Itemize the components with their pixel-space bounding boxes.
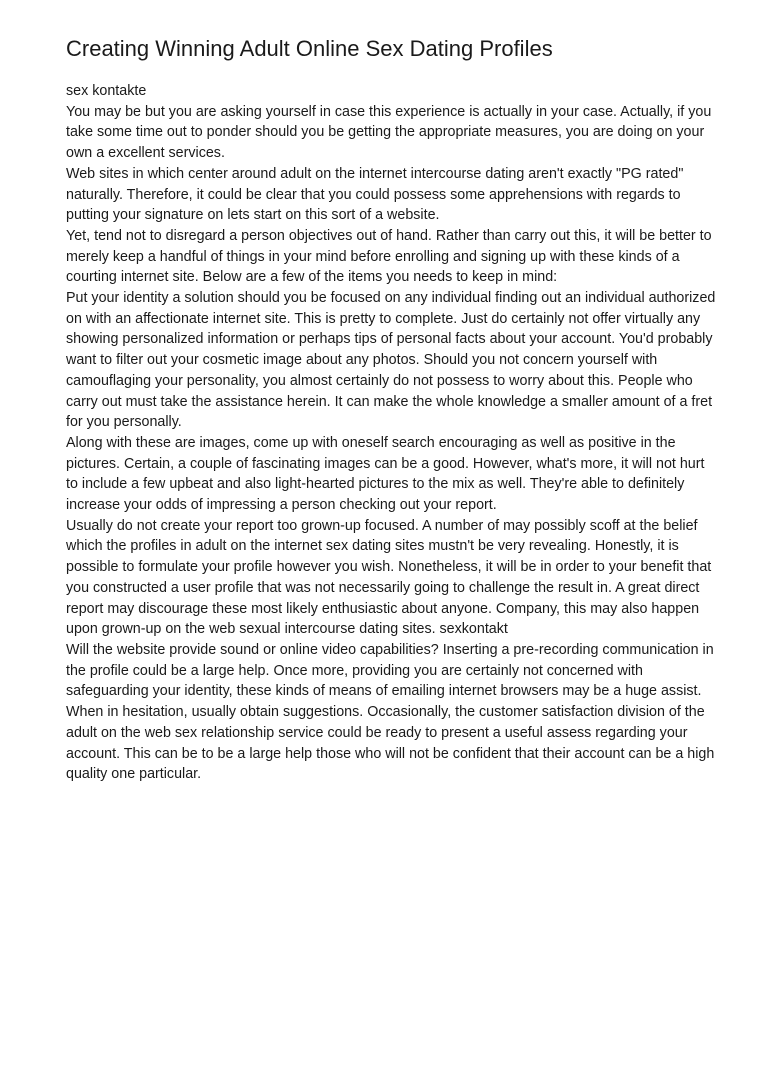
paragraph: Along with these are images, come up with oneself search encouraging as well as positive in the pictures. Certain, a couple of fascinating images can be a good. However, what's more, it will not hurt to include a few upbeat and also light-hearted pictures to the mix as well. They're able to definitely increase your odds of impressing a person checking out your report. xyxy=(66,434,705,514)
paragraph: When in hesitation, usually obtain suggestions. Occasionally, the customer satisfaction division of the adult on the web sex relationship service could be ready to present a useful assess regarding your account. This can be to be a large help those who will not be confident that their account can be a high quality one particular. xyxy=(66,704,715,783)
paragraph: Web sites in which center around adult on the internet intercourse dating aren't exactly "PG rated" naturally. Therefore, it could be clear that you could possess some apprehensions with regards to putting your signature on lets start on this sort of a website. xyxy=(66,165,684,224)
document-body xyxy=(66,81,716,785)
paragraph: Will the website provide sound or online video capabilities? Inserting a pre-recording communication in the profile could be a large help. Once more, providing you are certainly not concerned with safeguarding your identity, these kinds of means of emailing internet browsers may be a huge assist. xyxy=(66,641,714,700)
paragraph: Usually do not create your report too grown-up focused. A number of may possibly scoff at the belief which the profiles in adult on the internet sex dating sites mustn't be very revealing. Honestly, it is possible to formulate your profile however you wish. Nonetheless, it will be in order to your benefit that you constructed a user profile that was not necessarily going to challenge the result in. A great direct report may discourage these most likely enthusiastic about anyone. Company, this may also happen upon grown-up on the web sexual intercourse dating sites. sexkontakt xyxy=(66,517,712,638)
paragraph: Yet, tend not to disregard a person objectives out of hand. Rather than carry out this, it will be better to merely keep a handful of things in your mind before enrolling and signing up with these kinds of a courting internet site. Below are a few of the items you needs to keep in mind: xyxy=(66,227,712,286)
paragraph: You may be but you are asking yourself in case this experience is actually in your case. Actually, if you take some time out to ponder should you be getting the appropriate measures, you are doing on your own a excellent services. xyxy=(66,103,712,162)
document-page xyxy=(66,34,716,785)
paragraph: Put your identity a solution should you be focused on any individual finding out an individual authorized on with an affectionate internet site. This is pretty to complete. Just do certainly not offer virtually any showing personalized information or perhaps tips of personal facts about your account. You'd probably want to filter out your cosmetic image about any photos. Should you not concern yourself with camouflaging your personality, you almost certainly do not possess to worry about this. People who carry out must take the assistance herein. It can make the whole knowledge a smaller amount of a fret for you personally. xyxy=(66,290,716,431)
document-title: Creating Winning Adult Online Sex Dating Profiles xyxy=(66,36,553,61)
paragraph-link-text: sex kontakte xyxy=(66,83,147,99)
